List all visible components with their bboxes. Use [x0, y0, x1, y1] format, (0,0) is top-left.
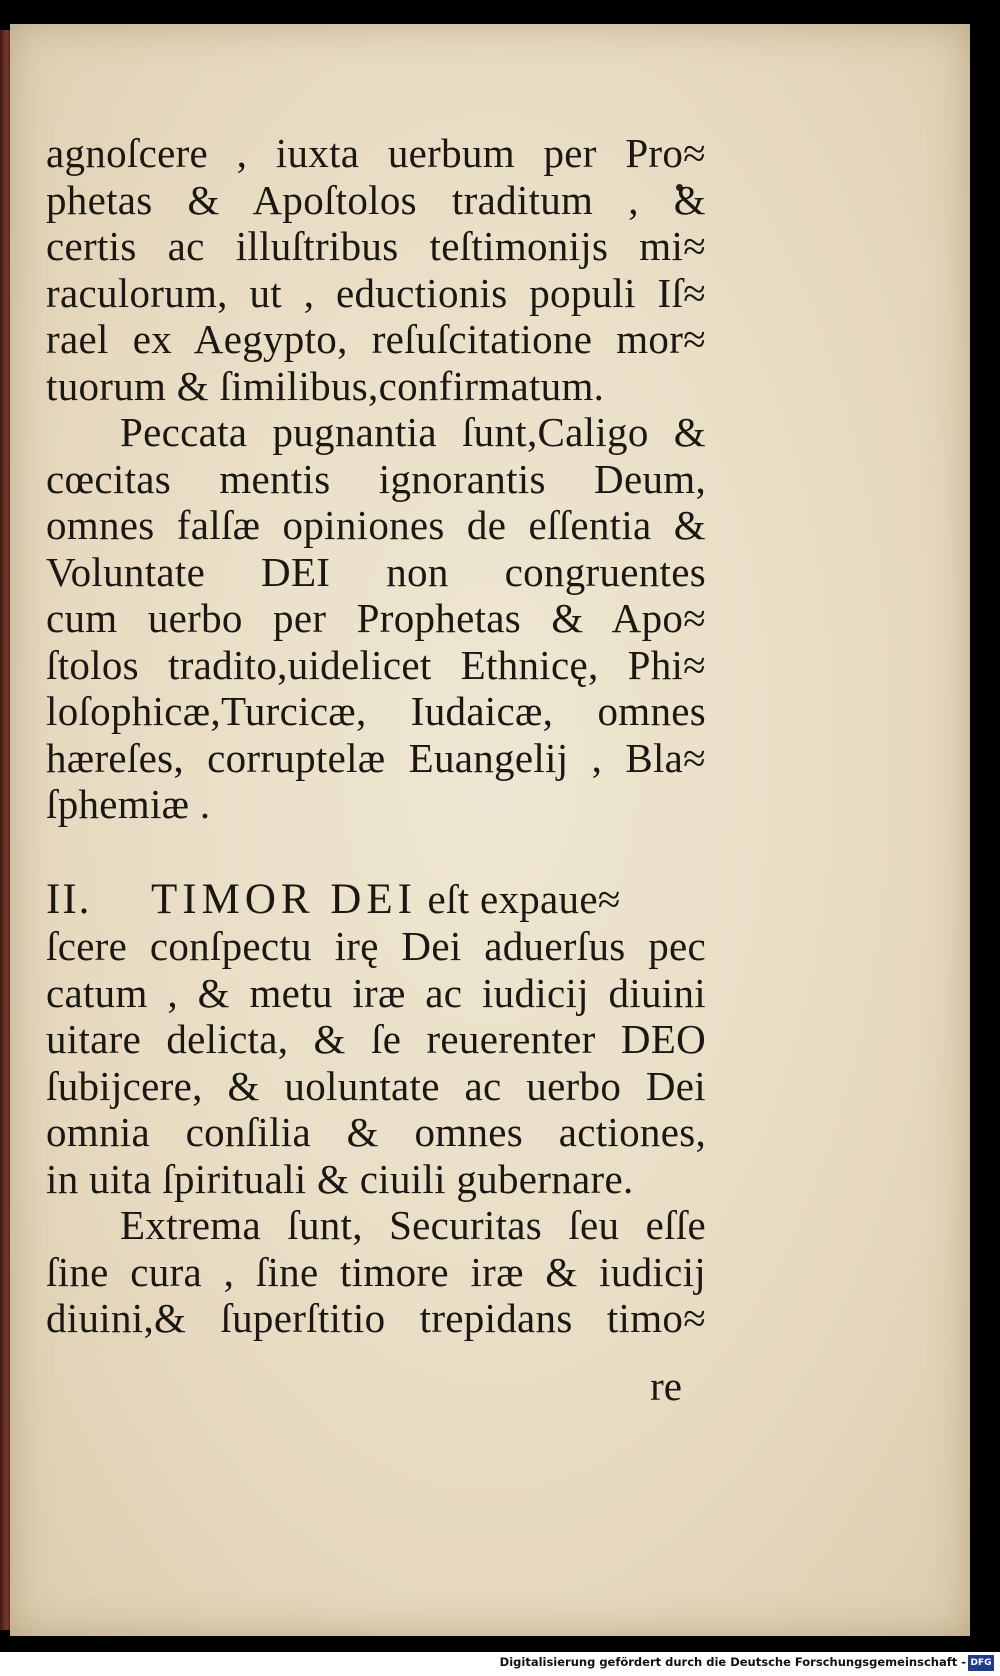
text-line: ſphemiæ .: [46, 781, 211, 827]
text-line: agnoſcere , iuxta uerbum per Pro≈: [46, 130, 706, 176]
section-number: II.: [46, 875, 92, 923]
text-line: Peccata pugnantia ſunt,Caligo &: [120, 409, 706, 455]
text-line: ſubijcere, & uoluntate ac uerbo Dei: [46, 1062, 706, 1109]
paragraph-3: [46, 923, 706, 1202]
text-line: ſine cura , ſine timore iræ & iudicij: [46, 1248, 706, 1295]
text-line: tuorum & ſimilibus,confirmatum.: [46, 362, 605, 409]
dfg-logo: DFG: [968, 1655, 994, 1671]
text-line: loſophicæ,Turcicæ, Iudaicæ, omnes: [46, 688, 706, 734]
text-line: Voluntate DEI non congruentes: [46, 548, 706, 595]
text-line: ſcere conſpectu irę Dei aduerſus pec: [46, 923, 706, 969]
text-line: cum uerbo per Prophetas & Apo≈: [46, 595, 706, 641]
text-line: omnes falſæ opiniones de eſſentia &: [46, 502, 706, 548]
section-title: TIMOR DEI: [151, 875, 417, 923]
text-line: catum , & metu iræ ac iudicij diuini: [46, 969, 706, 1016]
text-line: in uita ſpirituali & ciuili gubernare.: [46, 1155, 634, 1202]
text-block: [46, 130, 706, 1342]
text-line: raculorum, ut , eductionis populi Iſ≈: [46, 269, 706, 316]
footer-bar: [0, 1652, 1000, 1676]
paragraph-1: [46, 130, 706, 409]
paragraph-2: [46, 409, 706, 828]
text-line: cœcitas mentis ignorantis Deum,: [46, 455, 706, 502]
section-heading: [46, 876, 706, 924]
text-line: certis ac illuſtribus teſtimonijs mi≈: [46, 223, 706, 269]
text-line: uitare delicta, & ſe reuerenter DEO: [46, 1016, 706, 1062]
text-line: rael ex Aegypto, reſuſcitatione mor≈: [46, 316, 706, 362]
catchword: re: [650, 1363, 682, 1409]
text-line: ſtolos tradito,uidelicet Ethnicę, Phi≈: [46, 641, 706, 688]
section-heading-rest: eſt expaue≈: [427, 875, 621, 922]
text-line: omnia conſilia & omnes actiones,: [46, 1109, 706, 1155]
text-line: phetas & Apoſtolos traditum , &: [46, 176, 706, 223]
text-line: Extrema ſunt, Securitas ſeu eſſe: [120, 1202, 706, 1248]
text-line: diuini,& ſuperſtitio trepidans timo≈: [46, 1295, 706, 1341]
text-line: hæreſes, corruptelæ Euangelij , Bla≈: [46, 734, 706, 781]
paragraph-4: [46, 1202, 706, 1342]
funding-credit: Digitalisierung gefördert durch die Deutsche Forschungsgemeinschaft -: [499, 1655, 966, 1669]
